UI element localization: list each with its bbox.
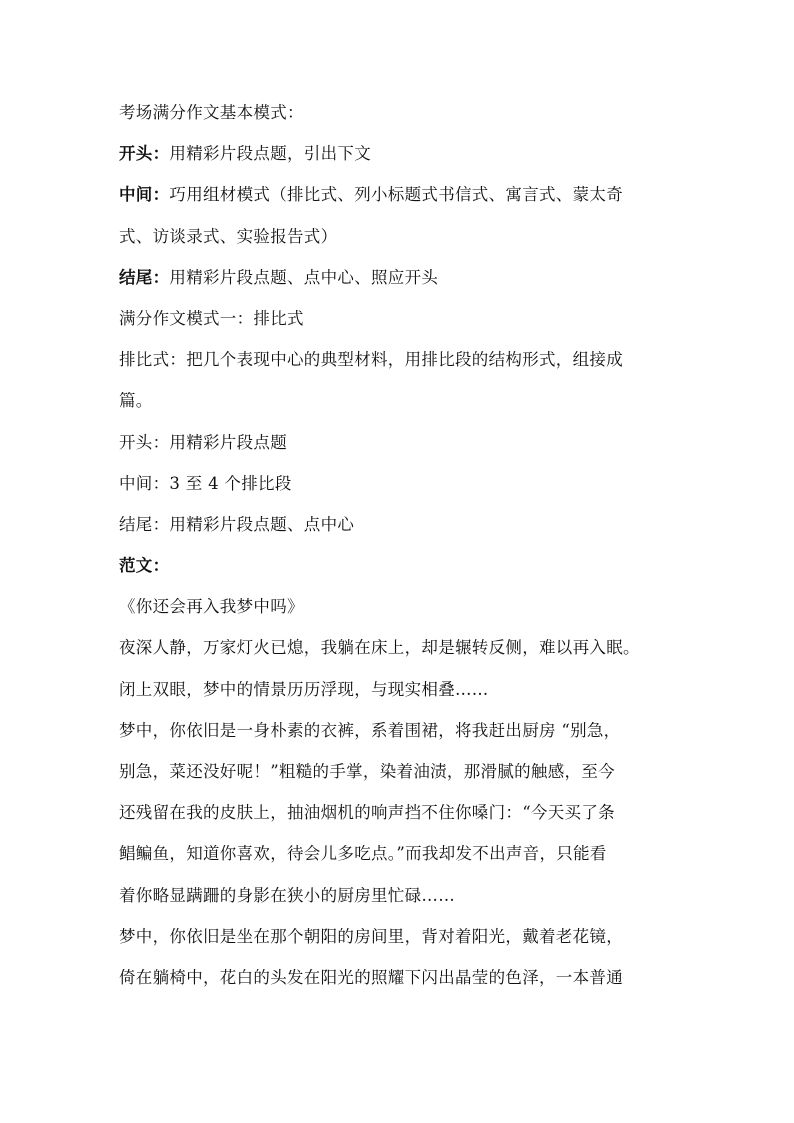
essay-line: 倚在躺椅中，花白的头发在阳光的照耀下闪出晶莹的色泽，一本普通: [119, 967, 623, 987]
middle-line-2: 式、访谈录式、实验报告式）: [119, 226, 338, 246]
essay-line: 夜深人静，万家灯火已熄，我躺在床上，却是辗转反侧，难以再入眠。: [119, 638, 640, 658]
essay-line: 梦中，你依旧是坐在那个朝阳的房间里，背对着阳光，戴着老花镜，: [119, 926, 623, 946]
opening-line: [119, 144, 694, 164]
ending-line: [119, 268, 694, 288]
document-title: 考场满分作文基本模式：: [119, 103, 304, 122]
middle-line-1: [119, 185, 694, 205]
mode1-title: 满分作文模式一：排比式: [119, 308, 304, 328]
middle-label: 中间：: [119, 185, 170, 205]
mode1-middle: 中间：3 至 4 个排比段: [119, 473, 292, 493]
essay-line: 闭上双眼，梦中的情景历历浮现，与现实相叠……: [119, 679, 489, 699]
sample-heading: 范文：: [119, 556, 170, 576]
ending-label: 结尾：: [119, 267, 170, 287]
definition-line-2: 篇。: [119, 391, 153, 411]
mode1-ending: 结尾：用精彩片段点题、点中心: [119, 514, 355, 534]
document-page: [119, 103, 694, 1009]
ending-text: 用精彩片段点题、点中心、照应开头: [169, 267, 439, 287]
essay-line: 梦中，你依旧是一身朴素的衣裤，系着围裙，将我赶出厨房 “别急，: [119, 720, 621, 740]
mode1-opening: 开头：用精彩片段点题: [119, 432, 287, 452]
essay-line: 还残留在我的皮肤上，抽油烟机的响声挡不住你嗓门：“今天买了条: [119, 803, 615, 823]
essay-line: 鲳鳊鱼，知道你喜欢，待会儿多吃点。”而我却发不出声音，只能看: [119, 844, 607, 864]
essay-line: 别急，菜还没好呢！”粗糙的手掌，染着油渍，那滑腻的触感，至今: [119, 762, 615, 781]
essay-title: 《你还会再入我梦中吗》: [119, 597, 304, 617]
opening-label: 开头：: [119, 144, 170, 164]
middle-text-1: 巧用组材模式（排比式、列小标题式书信式、寓言式、蒙太奇: [169, 185, 624, 205]
definition-line-1: 排比式：把几个表现中心的典型材料，用排比段的结构形式，组接成: [119, 350, 623, 370]
essay-line: 着你略显蹒跚的身影在狭小的厨房里忙碌……: [119, 885, 455, 905]
opening-text: 用精彩片段点题，引出下文: [169, 144, 372, 164]
